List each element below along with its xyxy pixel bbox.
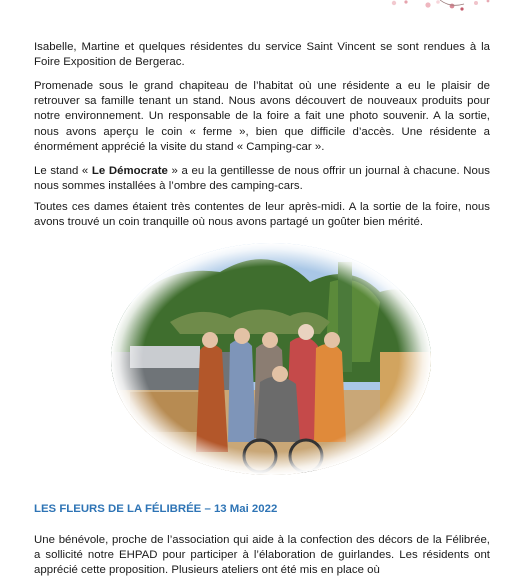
paragraph-intro: Isabelle, Martine et quelques résidentes du service Saint Vincent se sont rendues à la Foire Exposition de Bergerac. xyxy=(34,41,490,69)
group-photo xyxy=(110,242,432,476)
paragraph-felibree: Une bénévole, proche de l’association qui aide à la confection des décors de la Félibrée, a sollicité notre EHPAD pour participer à l’élaboration de guirlandes. Les résidents ont apprécié cette proposition. Plusieurs ateliers ont été mis en place où xyxy=(34,534,490,577)
paragraph-stand: Le stand « Le Démocrate » a eu la gentillesse de nous offrir un journal à chacune. Nous nous sommes installées à l’ombre des camping-cars. xyxy=(34,165,490,193)
floral-decoration xyxy=(380,0,520,14)
newspaper-name: Le Démocrate xyxy=(91,165,168,177)
section-title: LES FLEURS DE LA FÉLIBRÉE – 13 Mai 2022 xyxy=(34,503,278,515)
paragraph-promenade: Promenade sous le grand chapiteau de l’habitat où une résidente a eu le plaisir de retrouver sa famille tenant un stand. Nous avons découvert de nouveaux produits pour notre environnement. Un responsable de la foire a fait une photo souvenir. A la sortie, nous avons aperçu le coin « ferme », bien que difficile d’accès. Une résidente a énormément apprécié la visite du stand « Camping-car ». xyxy=(34,80,490,153)
paragraph-afternoon: Toutes ces dames étaient très contentes de leur après-midi. A la sortie de la foire, nous avons trouvé un coin tranquille où nous avons partagé un goûter bien mérité. xyxy=(34,201,490,229)
group-photo-image xyxy=(110,242,432,476)
